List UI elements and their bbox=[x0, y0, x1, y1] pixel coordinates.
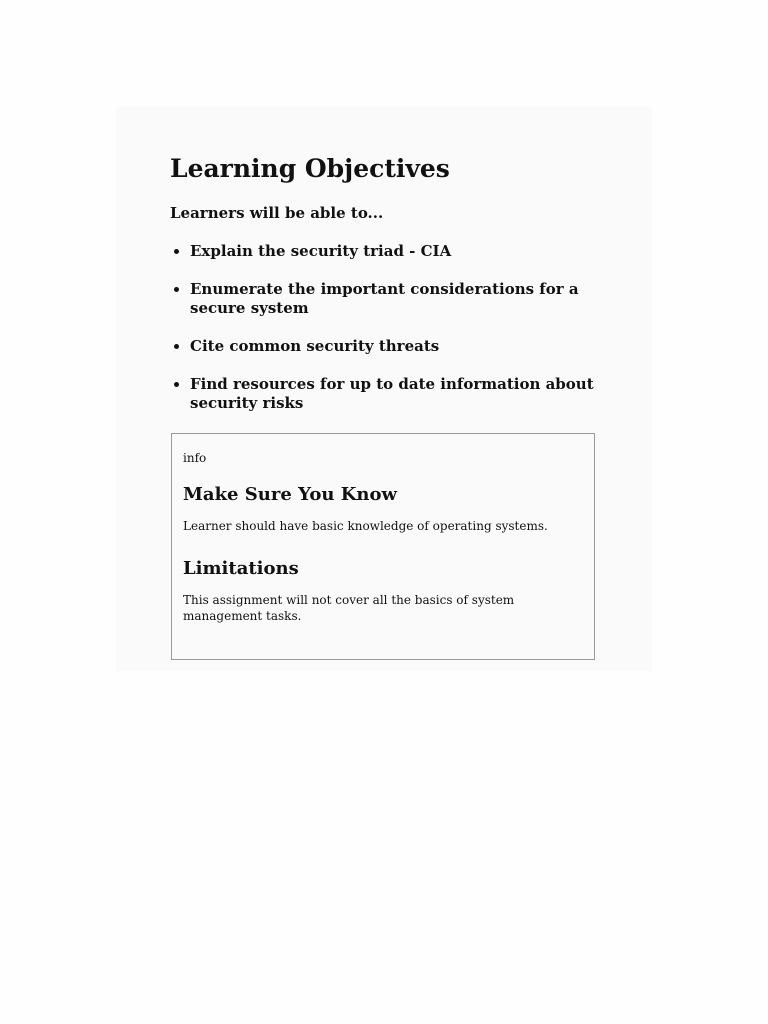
limitations-heading: Limitations bbox=[183, 558, 299, 579]
bullet-icon bbox=[174, 249, 179, 254]
bullet-icon bbox=[174, 382, 179, 387]
objectives-list bbox=[170, 242, 598, 413]
info-box-inner bbox=[172, 434, 594, 624]
objective-text: Explain the security triad - CIA bbox=[190, 242, 452, 260]
objective-text: Find resources for up to date information about security risks bbox=[190, 375, 594, 412]
prerequisites-heading: Make Sure You Know bbox=[183, 484, 397, 505]
list-item bbox=[190, 337, 598, 356]
info-tag: info bbox=[183, 451, 207, 465]
objective-text: Enumerate the important considerations for a secure system bbox=[190, 280, 579, 317]
bullet-icon bbox=[174, 344, 179, 349]
page-title: Learning Objectives bbox=[170, 154, 450, 183]
limitations-text: This assignment will not cover all the basics of system management tasks. bbox=[183, 593, 515, 623]
lesson-content bbox=[170, 153, 598, 432]
list-item bbox=[190, 280, 598, 318]
lesson-panel bbox=[116, 107, 652, 671]
objectives-lead: Learners will be able to... bbox=[170, 204, 384, 222]
list-item bbox=[190, 242, 598, 261]
prerequisites-text: Learner should have basic knowledge of operating systems. bbox=[183, 519, 548, 533]
list-item bbox=[190, 375, 598, 413]
objective-text: Cite common security threats bbox=[190, 337, 440, 355]
info-box bbox=[171, 433, 595, 660]
bullet-icon bbox=[174, 287, 179, 292]
